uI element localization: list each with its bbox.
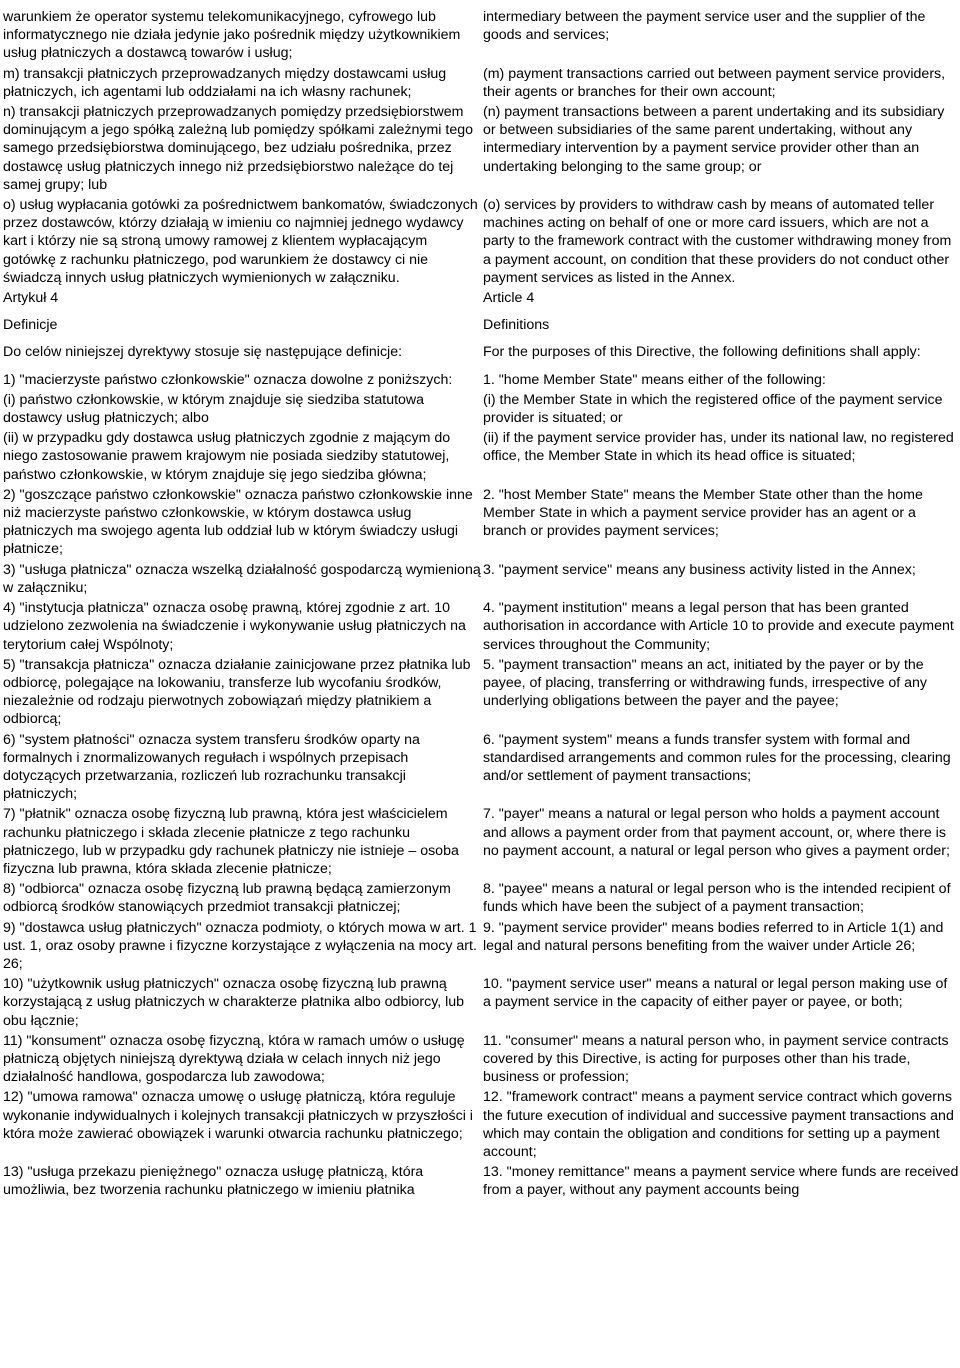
paragraph-row <box>3 880 959 918</box>
english-paragraph-text: 1. "home Member State" means either of the following: <box>483 371 826 388</box>
paragraph-row <box>3 343 959 370</box>
polish-paragraph-text: Do celów niniejszej dyrektywy stosuje się następujące definicje: <box>3 344 403 361</box>
english-column-cell <box>483 975 959 1032</box>
paragraph-row <box>3 975 959 1032</box>
english-paragraph-text: 10. "payment service user" means a natural or legal person making use of a payment service in the capacity of either payer or payee, or both; <box>483 976 948 1011</box>
english-column-cell <box>483 103 959 196</box>
english-column-cell <box>483 561 959 599</box>
polish-paragraph-text: 3) "usługa płatnicza" oznacza wszelką działalność gospodarczą wymienioną w załączniku; <box>3 561 481 596</box>
polish-paragraph-text: m) transakcji płatniczych przeprowadzanych między dostawcami usług płatniczych, ich agentami lub oddziałami na ich własny rachunek; <box>3 65 447 100</box>
english-column-cell <box>483 391 959 429</box>
english-paragraph-text: 7. "payer" means a natural or legal person who holds a payment account and allows a payment order from that payment account, or, where there is no payment account, a natural or legal person who gives a payment order; <box>483 806 950 859</box>
polish-column-cell <box>3 316 483 343</box>
bilingual-text-table <box>3 8 959 1202</box>
polish-paragraph-text: n) transakcji płatniczych przeprowadzanych pomiędzy przedsiębiorstwem dominującym a jego spółką zależną lub pomiędzy spółkami zależnymi tego samego przedsiębiorstwa dominującego, bez udziału pośrednika, przez dostawcę usług płatniczych innego niż przedsiębiorstwo należące do tej samej grupy; lub <box>3 104 474 193</box>
polish-paragraph-text: 5) "transakcja płatnicza" oznacza działanie zainicjowane przez płatnika lub odbiorcę, polegające na lokowaniu, transferze lub wycofaniu środków, niezależnie od rodzaju pierwotnych zobowiązań między płatnikiem a odbiorcą; <box>3 656 471 728</box>
polish-column-cell <box>3 103 483 196</box>
polish-column-cell <box>3 975 483 1032</box>
polish-column-cell <box>3 599 483 656</box>
polish-column-cell <box>3 731 483 806</box>
english-column-cell <box>483 880 959 918</box>
polish-paragraph-text: warunkiem że operator systemu telekomunikacyjnego, cyfrowego lub informatycznego nie działa jedynie jako pośrednik między użytkownikiem usług płatniczych a dostawcą towarów i usług; <box>3 9 461 62</box>
polish-paragraph-text: o) usług wypłacania gotówki za pośrednictwem bankomatów, świadczonych przez dostawców, którzy działają w imieniu co najmniej jednego wydawcy kart i którzy nie są stroną umowy ramowej z klientem wypłacającym gotówkę z rachunku płatniczego, pod warunkiem że dostawcy ci nie świadczą innych usług płatniczych wymienionych w załączniku. <box>3 197 478 286</box>
polish-column-cell <box>3 486 483 561</box>
english-column-cell <box>483 316 959 343</box>
english-paragraph-text: (m) payment transactions carried out between payment service providers, their agents or branches for their own account; <box>483 65 946 100</box>
english-column-cell <box>483 486 959 561</box>
polish-paragraph-text: 13) "usługa przekazu pieniężnego" oznacza usługę płatniczą, która umożliwia, bez tworzenia rachunku płatniczego w imieniu płatnika <box>3 1164 424 1199</box>
polish-paragraph-text: 11) "konsument" oznacza osobę fizyczną, która w ramach umów o usługę płatniczą objętych niniejszą dyrektywą działa w celach innych niż jego działalność handlowa, gospodarcza lub zawodowa; <box>3 1032 465 1086</box>
paragraph-row <box>3 8 959 65</box>
english-paragraph-text: (i) the Member State in which the registered office of the payment service provider is situated; or <box>483 391 943 427</box>
polish-paragraph-text: 10) "użytkownik usług płatniczych" oznacza osobę fizyczną lub prawną korzystającą z usług płatniczych w charakterze płatnika albo odbiorcy, lub obu łącznie; <box>3 976 465 1029</box>
english-column-cell <box>483 805 959 880</box>
english-paragraph-text: 13. "money remittance" means a payment service where funds are received from a payer, without any payment accounts being <box>483 1164 959 1199</box>
paragraph-row <box>3 429 959 486</box>
english-column-cell <box>483 1088 959 1163</box>
english-paragraph-text: (ii) if the payment service provider has, under its national law, no registered office, the Member State in which its head office is situated; <box>483 430 954 465</box>
polish-paragraph-text: (i) państwo członkowskie, w którym znajduje się siedziba statutowa dostawcy usług płatniczych; albo <box>3 391 425 427</box>
polish-column-cell <box>3 8 483 65</box>
paragraph-row <box>3 196 959 289</box>
english-paragraph-text: 11. "consumer" means a natural person who, in payment service contracts covered by this Directive, is acting for purposes other than his trade, business or profession; <box>483 1032 949 1086</box>
english-paragraph-text: 9. "payment service provider" means bodies referred to in Article 1(1) and legal and natural persons benefiting from the waiver under Article 26; <box>483 919 944 954</box>
english-paragraph-text: For the purposes of this Directive, the following definitions shall apply: <box>483 344 921 361</box>
english-paragraph-text: 12. "framework contract" means a payment service contract which governs the future execution of individual and successive payment transactions and which may contain the obligation and conditions for setting up a payment account; <box>483 1089 954 1160</box>
english-paragraph-text: 6. "payment system" means a funds transfer system with formal and standardised arrangements and common rules for the processing, clearing and/or settlement of payment transactions; <box>483 731 951 784</box>
polish-paragraph-text: 2) "goszczące państwo członkowskie" oznacza państwo członkowskie inne niż macierzyste państwo członkowskie, w którym dostawca usług płatniczych ma swojego agenta lub oddział lub w którym świadczy usługi płatnicze; <box>3 486 473 558</box>
english-column-cell <box>483 919 959 976</box>
paragraph-row <box>3 316 959 343</box>
polish-column-cell <box>3 656 483 731</box>
paragraph-row <box>3 391 959 429</box>
english-column-cell <box>483 731 959 806</box>
english-column-cell <box>483 371 959 391</box>
paragraph-row <box>3 289 959 316</box>
english-column-cell <box>483 343 959 370</box>
polish-column-cell <box>3 880 483 918</box>
polish-column-cell <box>3 196 483 289</box>
polish-column-cell <box>3 429 483 486</box>
english-paragraph-text: 8. "payee" means a natural or legal person who is the intended recipient of funds which have been the subject of a payment transaction; <box>483 881 951 916</box>
polish-paragraph-text: 9) "dostawca usług płatniczych" oznacza podmioty, o których mowa w art. 1 ust. 1, oraz osoby prawne i fizyczne korzystające z wyłączenia na mocy art. 26; <box>3 919 477 972</box>
polish-column-cell <box>3 289 483 316</box>
polish-column-cell <box>3 1032 483 1089</box>
paragraph-row <box>3 656 959 731</box>
paragraph-row <box>3 731 959 806</box>
english-paragraph-text: 2. "host Member State" means the Member State other than the home Member State in which a payment service provider has an agent or a branch or provides payment services; <box>483 486 923 540</box>
polish-paragraph-text: 4) "instytucja płatnicza" oznacza osobę prawną, której zgodnie z art. 10 udzielono zezwolenia na świadczenie i wykonywanie usług płatniczych na terytorium całej Wspólnoty; <box>3 600 466 653</box>
polish-paragraph-text: (ii) w przypadku gdy dostawca usług płatniczych zgodnie z mającym do niego zastosowanie prawem krajowym nie posiada siedziby statutowej, państwo członkowskie, w którym znajduje się jego siedziba główna; <box>3 430 451 483</box>
english-column-cell <box>483 196 959 289</box>
polish-paragraph-text: 7) "płatnik" oznacza osobę fizyczną lub prawną, która jest właścicielem rachunku płatniczego i składa zlecenie płatnicze z tego rachunku płatniczego, lub w przypadku gdy rachunek płatniczy nie istnieje – osoba fizyczna lub prawna, która składa zlecenie płatnicze; <box>3 806 459 877</box>
polish-paragraph-text: Artykuł 4 <box>3 290 59 307</box>
english-column-cell <box>483 1163 959 1201</box>
paragraph-row <box>3 805 959 880</box>
paragraph-row <box>3 1088 959 1163</box>
english-column-cell <box>483 656 959 731</box>
english-paragraph-text: 3. "payment service" means any business activity listed in the Annex; <box>483 561 916 578</box>
english-column-cell <box>483 599 959 656</box>
english-paragraph-text: intermediary between the payment service user and the supplier of the goods and services; <box>483 9 926 44</box>
english-paragraph-text: (n) payment transactions between a parent undertaking and its subsidiary or between subsidiaries of the same parent undertaking, without any intermediary intervention by a payment service provider other than an undertaking belonging to the same group; or <box>483 104 945 175</box>
polish-column-cell <box>3 805 483 880</box>
polish-column-cell <box>3 65 483 103</box>
polish-column-cell <box>3 371 483 391</box>
paragraph-row <box>3 561 959 599</box>
english-paragraph-text: 4. "payment institution" means a legal person that has been granted authorisation in accordance with Article 10 to provide and execute payment services throughout the Community; <box>483 600 954 653</box>
polish-paragraph-text: 8) "odbiorca" oznacza osobę fizyczną lub prawną będącą zamierzonym odbiorcą środków stanowiących przedmiot transakcji płatniczej; <box>3 881 451 916</box>
english-column-cell <box>483 8 959 65</box>
polish-column-cell <box>3 1088 483 1163</box>
polish-paragraph-text: Definicje <box>3 317 58 334</box>
polish-paragraph-text: 12) "umowa ramowa" oznacza umowę o usługę płatniczą, która reguluje wykonanie indywidualnych i kolejnych transakcji płatniczych w przyszłości i która może zawierać obowiązek i warunki otwarcia rachunku płatniczego; <box>3 1089 473 1142</box>
polish-column-cell <box>3 1163 483 1201</box>
english-paragraph-text: Definitions <box>483 317 550 334</box>
english-paragraph-text: 5. "payment transaction" means an act, initiated by the payer or by the payee, of placing, transferring or withdrawing funds, irrespective of any underlying obligations between the payer and the payee; <box>483 656 927 710</box>
english-column-cell <box>483 65 959 103</box>
polish-column-cell <box>3 561 483 599</box>
english-column-cell <box>483 289 959 316</box>
english-column-cell <box>483 429 959 486</box>
paragraph-row <box>3 1032 959 1089</box>
english-column-cell <box>483 1032 959 1089</box>
english-paragraph-text: Article 4 <box>483 290 535 307</box>
paragraph-row <box>3 1163 959 1201</box>
polish-column-cell <box>3 919 483 976</box>
paragraph-row <box>3 599 959 656</box>
paragraph-row <box>3 65 959 103</box>
bilingual-rows <box>3 8 959 1202</box>
polish-paragraph-text: 6) "system płatności" oznacza system transferu środków oparty na formalnych i znormalizowanych regułach i wspólnych przepisach dotyczących przetwarzania, rozliczeń lub rozrachunku transakcji płatniczych; <box>3 731 420 803</box>
paragraph-row <box>3 919 959 976</box>
polish-column-cell <box>3 391 483 429</box>
english-paragraph-text: (o) services by providers to withdraw cash by means of automated teller machines acting on behalf of one or more card issuers, which are not a party to the framework contract with the customer withdrawing money from a payment account, on condition that these providers do not conduct other payment services as listed in the Annex. <box>483 197 952 286</box>
paragraph-row <box>3 486 959 561</box>
paragraph-row <box>3 371 959 391</box>
paragraph-row <box>3 103 959 196</box>
polish-paragraph-text: 1) "macierzyste państwo członkowskie" oznacza dowolne z poniższych: <box>3 371 453 388</box>
polish-column-cell <box>3 343 483 370</box>
